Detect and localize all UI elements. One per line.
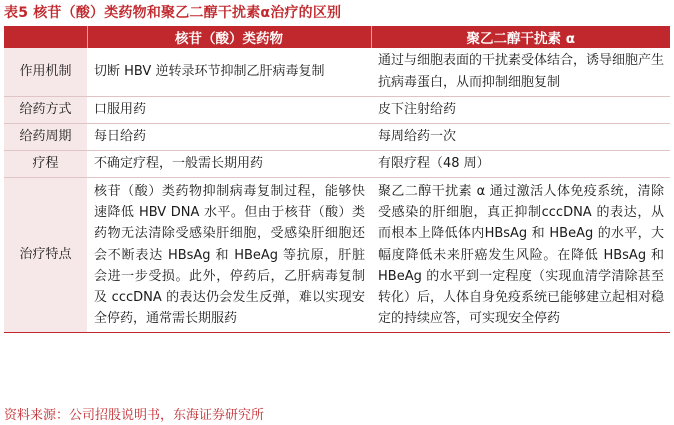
header-peg-interferon: 聚乙二醇干扰素 α — [371, 26, 670, 48]
cell-interferon-features: 聚乙二醇干扰素 α 通过激活人体免疫系统，清除受感染的肝细胞，真正抑制cccDNA 的表达，从而根本上降低体内HBsAg 和 HBeAg 的水平，大幅度降低未来肝癌发生风险。在降低 HBsAg 和HBeAg 的水平到一定程度（实现血清学清除甚至转化）后，人体自身免疫系统已能够建立起相对稳定的持续应答，可实现安全停药 — [378, 184, 665, 327]
header-nucleoside: 核苷（酸）类药物 — [87, 26, 371, 48]
table-row — [4, 124, 670, 151]
table-row — [4, 97, 670, 124]
table-header-row — [4, 26, 670, 48]
cell-interferon-frequency: 每周给药一次 — [378, 129, 457, 144]
table-row — [4, 151, 670, 178]
table-row — [4, 178, 670, 333]
table-row — [4, 48, 670, 97]
cell-interferon-mechanism: 通过与细胞表面的干扰素受体结合，诱导细胞产生抗病毒蛋白，从而抑制细胞复制 — [378, 53, 665, 90]
row-label-course: 疗程 — [4, 151, 87, 178]
cell-nucleoside-frequency: 每日给药 — [94, 129, 147, 144]
cell-nucleoside-features: 核苷（酸）类药物抑制病毒复制过程，能够快速降低 HBV DNA 水平。但由于核苷（酸）类药物无法清除受感染肝细胞，受感染肝细胞还会不断表达 HBsAg 和 HBeAg 等抗原，肝脏会进一步受损。此外，停药后，乙肝病毒复制及 cccDNA 的表达仍会发生反弹，难以实现安全停药，通常需长期服药 — [94, 184, 365, 327]
cell-nucleoside-course: 不确定疗程，一般需长期用药 — [94, 156, 264, 171]
comparison-table — [4, 26, 670, 333]
row-label-frequency: 给药周期 — [4, 124, 87, 151]
row-label-route: 给药方式 — [4, 97, 87, 124]
row-label-features: 治疗特点 — [4, 178, 87, 333]
table-title: 表5 核苷（酸）类药物和聚乙二醇干扰素α治疗的区别 — [4, 5, 342, 21]
source-note: 资料来源：公司招股说明书，东海证券研究所 — [4, 408, 265, 423]
cell-nucleoside-route: 口服用药 — [94, 102, 147, 117]
cell-interferon-course: 有限疗程（48 周） — [378, 156, 490, 171]
row-label-mechanism: 作用机制 — [4, 48, 87, 97]
header-blank — [4, 26, 87, 48]
cell-interferon-route: 皮下注射给药 — [378, 102, 457, 117]
cell-nucleoside-mechanism: 切断 HBV 逆转录环节抑制乙肝病毒复制 — [94, 64, 325, 79]
